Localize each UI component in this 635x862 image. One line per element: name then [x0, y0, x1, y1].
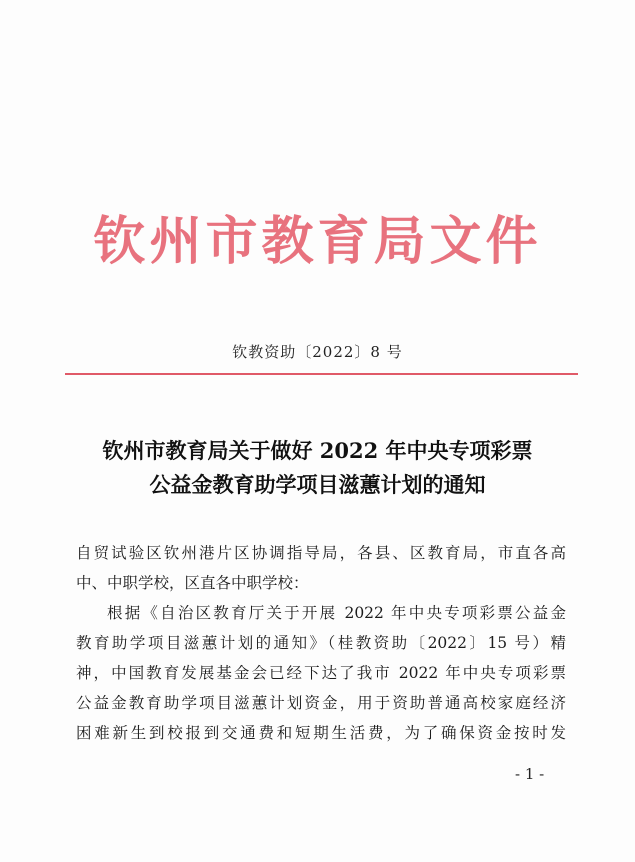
- paragraph-line: 根据《自治区教育厅关于开展 2022 年中央专项彩票公益金: [107, 604, 566, 622]
- paragraph-line: 神，中国教育发展基金会已经下达了我市 2022 年中央专项彩票: [76, 664, 566, 682]
- recipients-line: 自贸试验区钦州港片区协调指导局，各县、区教育局，市直各高: [76, 544, 566, 562]
- paragraph-line: 困难新生到校报到交通费和短期生活费，为了确保资金按时发: [76, 724, 566, 742]
- paragraph-line: 公益金教育助学项目滋蕙计划资金，用于资助普通高校家庭经济: [76, 694, 566, 712]
- notice-title: [50, 434, 585, 502]
- document-number: 钦教资助〔2022〕8 号: [232, 343, 403, 361]
- recipients-line: 中、中职学校，区直各中职学校：: [76, 574, 309, 592]
- paragraph-line: 教育助学项目滋蕙计划的通知》（桂教资助〔2022〕15 号）精: [76, 634, 566, 652]
- agency-file-header: 钦州市教育局文件: [93, 211, 542, 272]
- page-number: - 1 -: [515, 765, 545, 783]
- notice-body: [76, 538, 566, 748]
- red-divider-line: [65, 373, 578, 375]
- notice-title-line: 公益金教育助学项目滋蕙计划的通知: [149, 472, 486, 497]
- notice-title-line: 钦州市教育局关于做好 2022 年中央专项彩票: [102, 438, 533, 463]
